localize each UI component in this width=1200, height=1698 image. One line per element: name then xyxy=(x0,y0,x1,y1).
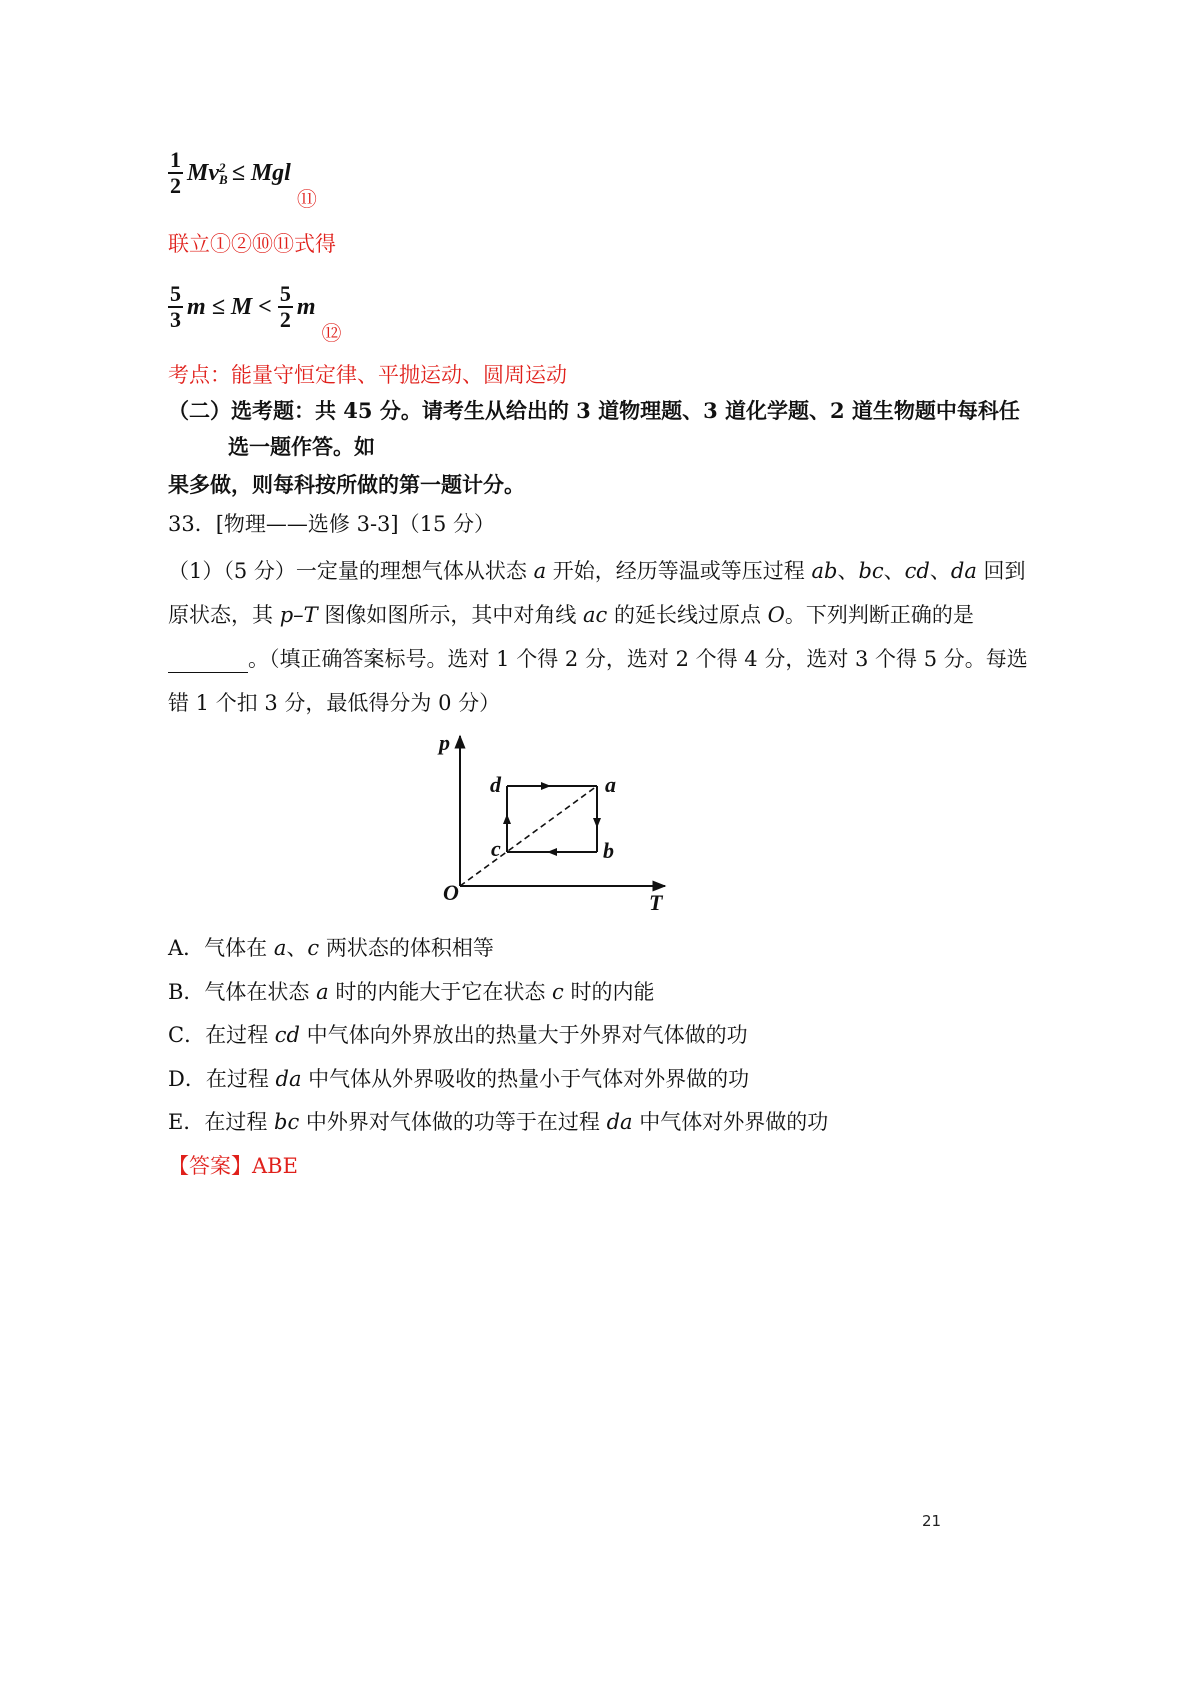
section-heading-line1: （二）选考题：共 45 分。请考生从给出的 3 道物理题、3 道化学题、2 道生物题中每科任 xyxy=(168,398,1020,423)
kaodian-line: 考点：能量守恒定律、平抛运动、圆周运动 xyxy=(168,363,567,387)
label-a: a xyxy=(605,772,616,797)
formula-expr: Mv 2 B xyxy=(187,159,228,187)
arrow-ab xyxy=(593,818,601,828)
question-line-3: 。（填正确答案标号。选对 1 个得 2 分，选对 2 个得 4 分，选对 3 个得 5 分。每选 xyxy=(168,645,1028,673)
arrow-bc xyxy=(547,848,557,856)
fraction-denominator: 2 xyxy=(170,173,181,198)
arrow-da xyxy=(541,782,551,790)
label-p: p xyxy=(439,730,450,755)
pt-diagram xyxy=(435,728,675,918)
fraction-numerator: 5 xyxy=(170,281,181,306)
option-e: E．在过程 bc 中外界对气体做的功等于在过程 da 中气体对外界做的功 xyxy=(168,1110,829,1134)
section-heading-line2: 选一题作答。如 xyxy=(228,434,375,459)
formula-11 xyxy=(168,147,317,211)
question-33-header: 33．[物理——选修 3-3]（15 分） xyxy=(168,512,495,536)
answer-blank xyxy=(168,652,248,673)
formula-expr: m ≤ M < xyxy=(187,293,272,320)
fraction-five-halves xyxy=(278,282,293,332)
answer-line: 【答案】ABE xyxy=(168,1154,298,1178)
fraction-numerator: 5 xyxy=(279,281,291,306)
section-heading-line3: 果多做，则每科按所做的第一题计分。 xyxy=(168,472,525,497)
fraction-numerator: 1 xyxy=(170,147,181,172)
fraction-half xyxy=(168,148,183,198)
equation-marker: ⑫ xyxy=(321,320,342,345)
arrow-cd xyxy=(503,814,511,824)
option-c: C．在过程 cd 中气体向外界放出的热量大于外界对气体做的功 xyxy=(168,1023,748,1047)
diagonal-ac xyxy=(460,786,597,886)
question-line-2: 原状态，其 p–T 图像如图所示，其中对角线 ac 的延长线过原点 O。下列判断正确的是 xyxy=(168,603,974,627)
formula-relation: ≤ Mgl xyxy=(231,159,291,186)
option-a: A．气体在 a、c 两状态的体积相等 xyxy=(168,936,494,960)
label-c: c xyxy=(491,836,501,861)
label-t: T xyxy=(649,890,663,915)
fraction-five-thirds xyxy=(168,282,183,332)
label-origin: O xyxy=(443,880,459,905)
formula-12 xyxy=(168,281,342,345)
question-line-4: 错 1 个扣 3 分，最低得分为 0 分） xyxy=(168,691,501,715)
equation-marker: ⑪ xyxy=(296,186,317,211)
label-d: d xyxy=(490,772,501,797)
label-b: b xyxy=(603,838,614,863)
combine-line: 联立①②⑩⑪式得 xyxy=(168,232,336,256)
fraction-denominator: 2 xyxy=(279,307,291,332)
fraction-denominator: 3 xyxy=(170,307,181,332)
formula-tail: m xyxy=(296,293,316,320)
option-b: B．气体在状态 a 时的内能大于它在状态 c 时的内能 xyxy=(168,980,655,1004)
page-number: 21 xyxy=(922,1512,942,1530)
question-line-1: （1）（5 分）一定量的理想气体从状态 a 开始，经历等温或等压过程 ab、bc、cd、da 回到 xyxy=(168,559,1026,583)
option-d: D．在过程 da 中气体从外界吸收的热量小于气体对外界做的功 xyxy=(168,1067,750,1091)
